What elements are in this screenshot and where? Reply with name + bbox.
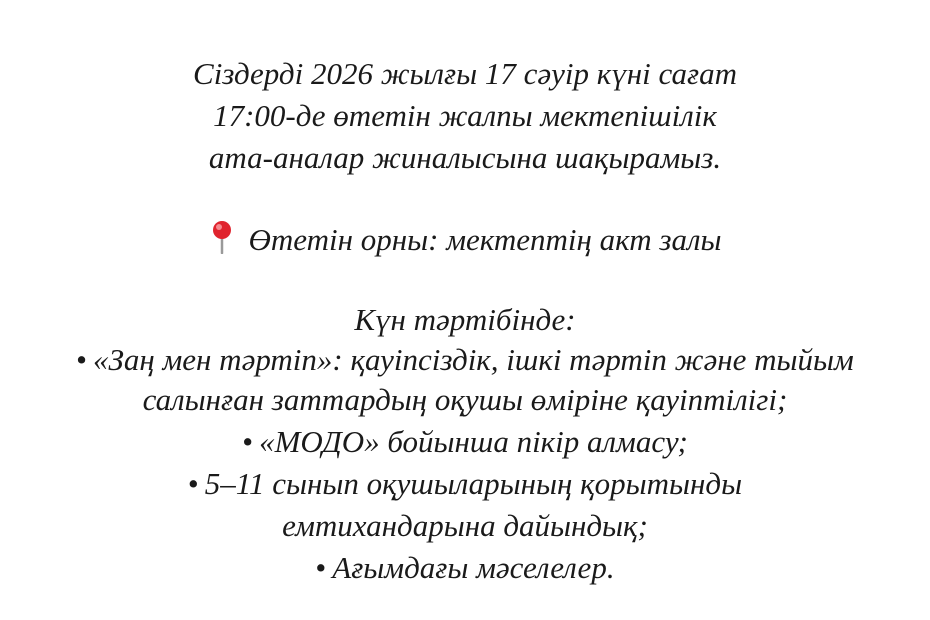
intro-line-2: 17:00-де өтетін жалпы мектепішілік <box>213 98 717 133</box>
agenda-item-1-line-1 <box>0 342 930 378</box>
agenda-item-text: «МОДО» бойынша пікір алмасу; <box>259 424 688 459</box>
agenda-item-3-line-1 <box>0 466 930 502</box>
round-pushpin-icon <box>209 220 235 254</box>
bullet: • <box>242 424 254 459</box>
location-text: Өтетін орны: мектептің акт залы <box>248 222 722 257</box>
agenda-item-3-line-2: емтихандарына дайындық; <box>282 508 648 543</box>
bullet: • <box>315 550 327 585</box>
bullet: • <box>76 342 88 377</box>
bullet: • <box>187 466 199 501</box>
agenda-item-2 <box>0 424 930 460</box>
agenda-heading: Күн тәртібінде: <box>354 302 576 337</box>
agenda-item-1-line-2: салынған заттардың оқушы өміріне қауіптілігі; <box>142 382 788 417</box>
location-line <box>0 220 930 258</box>
agenda-item-text: 5–11 сынып оқушыларының қорытынды <box>204 466 743 501</box>
intro-line-3: ата-аналар жиналысына шақырамыз. <box>208 140 722 175</box>
intro-line-1: Сіздерді 2026 жылғы 17 сәуір күні сағат <box>193 56 737 91</box>
agenda-item-text: Ағымдағы мәселелер. <box>332 550 615 585</box>
agenda-item-text: «Заң мен тәртіп»: қауіпсіздік, ішкі тәртіп және тыйым <box>93 342 854 377</box>
cropped-title-fragment <box>0 0 930 10</box>
agenda-item-4 <box>0 550 930 586</box>
